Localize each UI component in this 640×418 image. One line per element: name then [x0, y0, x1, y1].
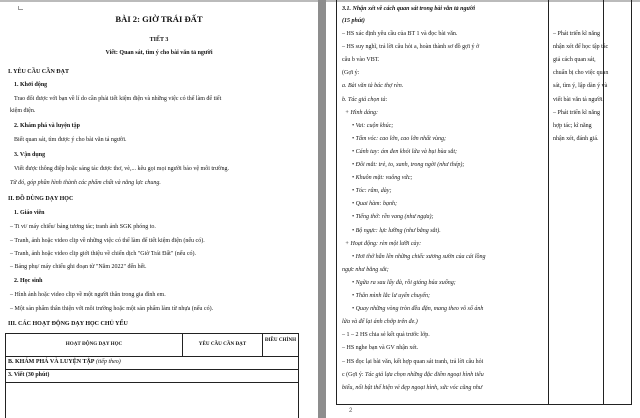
activity-line	[352, 293, 430, 299]
activity-line	[342, 345, 418, 351]
apply-text: Viết được thông điệp hoặc sáng tác được thơ, vè,... kêu gọi mọi người bảo vệ môi trường.	[14, 166, 229, 172]
table-header-adjustments: ĐIỀU CHỈNH	[264, 337, 297, 343]
document-page-2	[326, 0, 640, 418]
teacher-item-2: – Tranh, ảnh hoặc video clip về những việc có thể làm để tiết kiệm điện (nếu có).	[10, 238, 205, 244]
requirement-line: viết bài văn tả người.	[553, 96, 604, 103]
activity-line	[352, 162, 464, 168]
activity-line-text: Vai: cuộn khúc;	[355, 122, 394, 129]
teacher-item-1: – Ti vi/ máy chiếu/ bảng tương tác; tranh ảnh SGK phóng to.	[10, 224, 156, 230]
activity-line	[342, 83, 403, 89]
activity-line-text: – HS nghe bạn và GV nhận xét.	[342, 345, 419, 352]
bullet-icon: •	[352, 148, 356, 155]
subheading-apply: 3. Vận dụng	[14, 152, 46, 158]
activity-line	[342, 97, 388, 103]
activity-line-text: Quai hàm: bạnh;	[355, 201, 397, 208]
apply-italic-text: Từ đó, góp phần hình thành các phẩm chất và năng lực chung.	[10, 180, 161, 186]
activity-line	[352, 149, 457, 155]
subheading-student: 2. Học sinh	[14, 278, 43, 284]
teacher-item-3: – Tranh, ảnh hoặc video clip giới thiệu về chiến dịch "Giờ Trái Đất" (nếu có).	[10, 251, 197, 257]
activity-line-text: – HS đọc lại bài văn, kết hợp quan sát tranh, trả lời câu hỏi	[342, 358, 484, 365]
table-header-activities: HOẠT ĐỘNG DẠY HỌC	[65, 341, 123, 347]
activity-line	[342, 267, 389, 273]
activity-line-text: ngực như bằng sắt;	[342, 266, 389, 273]
activity-line-text: – HS suy nghĩ, trả lời câu hỏi a, hoàn thành sơ đồ gợi ý ở	[342, 44, 480, 51]
activity-line	[352, 123, 393, 129]
bullet-icon: •	[352, 306, 356, 313]
bullet-icon: •	[352, 201, 356, 208]
page-number: 2	[349, 408, 353, 414]
activity-line	[345, 110, 378, 116]
activity-line-text: a. Bài văn tả bác thợ rèn.	[342, 83, 404, 90]
bullet-icon: •	[352, 162, 356, 168]
section-heading-objectives: I. YÊU CẦU CẦN ĐẠT	[8, 69, 69, 75]
activity-line	[352, 228, 441, 234]
margin-corner-mark	[18, 6, 23, 10]
activity-line-text: Cánh tay: ám đen khói lửa và bụi bùa sắt;	[355, 148, 458, 155]
activity-line-text: lửa và để lại ánh chớp trên đe.)	[342, 319, 418, 326]
activity-line	[342, 31, 457, 37]
activity-line	[352, 188, 391, 194]
bullet-icon: •	[352, 253, 356, 260]
requirement-line: – Phát triển kĩ năng	[553, 109, 600, 116]
bullet-icon: •	[352, 122, 356, 129]
activity-line	[342, 319, 418, 325]
bullet-icon: •	[352, 227, 356, 234]
requirement-line: nhận xét để học tập tác	[553, 44, 609, 51]
subsection-time: (15 phút)	[342, 18, 365, 24]
section-heading-activities: III. CÁC HOẠT ĐỘNG DẠY HỌC CHỦ YẾU	[8, 321, 128, 327]
activity-line	[352, 175, 412, 181]
activity-line-text: Tóc: râm, dày;	[355, 188, 392, 195]
bullet-icon: •	[352, 175, 356, 182]
activity-line	[352, 306, 483, 312]
student-item-1: – Hình ảnh hoặc video clip về một người thân trong gia đình em.	[10, 292, 166, 298]
bullet-icon: •	[352, 293, 356, 299]
row-b-label: B. KHÁM PHÁ VÀ LUYỆN TẬP	[8, 359, 95, 365]
activity-line	[352, 201, 397, 207]
activity-line-text: c (Gợi ý: Tác giả lựa chọn những đặc điểm ngoại hình tiêu	[342, 371, 484, 378]
subheading-teacher: 1. Giáo viên	[14, 210, 45, 216]
activity-line-text: câu b vào VBT.	[342, 57, 380, 64]
activity-line-text: – HS xác định yêu cầu của BT 1 và đọc bài văn.	[342, 31, 458, 37]
student-item-2: – Một sản phẩm thân thiện với môi trường hoặc một sản phẩm làm từ nhựa (nếu có).	[10, 306, 214, 312]
activity-line-text: + Hoạt động: rèn một lưỡi cày:	[345, 240, 422, 247]
activity-line-text: Hơi thở hẫn lên những chiếc xương sườn của cái lồng	[355, 253, 486, 260]
page-top-edge	[326, 0, 640, 2]
explore-text: Biết quan sát, tìm được ý cho bài văn tả người.	[14, 137, 127, 143]
lesson-title: BÀI 2: GIỜ TRÁI ĐẤT	[115, 14, 203, 24]
activity-line-text: Thân mình lắc lư uyển chuyển;	[355, 293, 431, 299]
activity-line	[342, 44, 479, 50]
warmup-text-line-2: kiệm điện.	[10, 108, 36, 114]
page-top-edge	[0, 0, 318, 2]
activity-line	[342, 372, 484, 378]
activity-line	[342, 70, 359, 76]
activity-line	[352, 136, 446, 142]
activity-line-text: Tiếng thở: rền vang (như ngựa);	[355, 214, 434, 221]
subheading-explore: 2. Khám phá và luyện tập	[14, 123, 81, 129]
document-page-1	[0, 0, 318, 418]
row-b-continued: (tiếp theo)	[95, 359, 121, 365]
section-heading-materials: II. ĐỒ DÙNG DẠY HỌC	[8, 196, 74, 202]
activity-line	[342, 57, 379, 63]
bullet-icon: •	[352, 279, 356, 286]
activity-line-text: Đôi mắt: trẻ, to, xanh, trong ngời (như thép);	[355, 162, 465, 168]
table-row-writing: 3. Viết (30 phút)	[8, 372, 50, 378]
bullet-icon: •	[352, 214, 356, 221]
bullet-icon: •	[352, 188, 356, 195]
subsection-heading: 3.1. Nhận xét về cách quan sát trong bài văn tả người	[342, 6, 475, 12]
subheading-warmup: 1. Khởi động	[14, 82, 48, 88]
lesson-topic: Viết: Quan sát, tìm ý cho bài văn tả người	[105, 50, 213, 56]
activity-line-text: b. Tác giả chọn tả:	[342, 96, 388, 103]
activity-line-text: Quay những vòng tròn đều đặn, mang theo vô số ánh	[355, 306, 484, 313]
activity-line	[345, 241, 421, 247]
requirement-line: – Phát triển kĩ năng	[553, 31, 600, 37]
activity-line	[352, 280, 456, 286]
lesson-period: TIẾT 3	[149, 37, 169, 43]
activity-line-text: (Gợi ý:	[342, 70, 360, 77]
teacher-item-4: – Bảng phụ/ máy chiếu ghi đoạn từ "Năm 2022" đến hết.	[10, 264, 147, 270]
table-header-requirements: YÊU CẦU CẦN ĐẠT	[198, 341, 247, 347]
activity-line-text: – 1 – 2 HS chia sẻ kết quả trước lớp.	[342, 332, 430, 339]
activity-line	[342, 385, 482, 391]
activity-line-text: Ngừa ra sau lấy đà, rồi giáng búa xuống;	[355, 279, 456, 286]
activity-line-text: Khuôn mặt: vuông vức;	[355, 175, 413, 182]
activity-line	[342, 359, 483, 365]
table-row-section-b	[8, 359, 121, 365]
activity-line-text: + Hình dáng:	[345, 109, 379, 116]
bullet-icon: •	[352, 135, 356, 142]
requirement-line: hợp tác; kĩ năng	[553, 122, 592, 129]
requirement-line: chuẩn bị cho việc quan	[553, 70, 609, 77]
activity-line-text: Bộ ngực: lực lưỡng (như bằng sắt).	[355, 227, 441, 234]
activity-line-text: Tấm vóc: cao lớn, cao lớn nhất vùng;	[355, 135, 446, 142]
requirement-line: nhận xét, đánh giá.	[553, 135, 599, 142]
activity-line	[342, 332, 430, 338]
warmup-text-line-1: Trao đổi được với bạn về lí do cần phải tiết kiệm điện và những việc có thể làm để tiết	[14, 96, 222, 102]
activity-line-text: biểu, nổi bật thể hiện vẻ đẹp ngoại hình, sức vóc cũng như	[342, 384, 483, 391]
activity-line	[352, 214, 434, 220]
requirement-line: sát, tìm ý, lập dàn ý và	[553, 83, 608, 90]
activity-line	[352, 254, 486, 260]
requirement-line: giả cách quan sát,	[553, 57, 596, 64]
